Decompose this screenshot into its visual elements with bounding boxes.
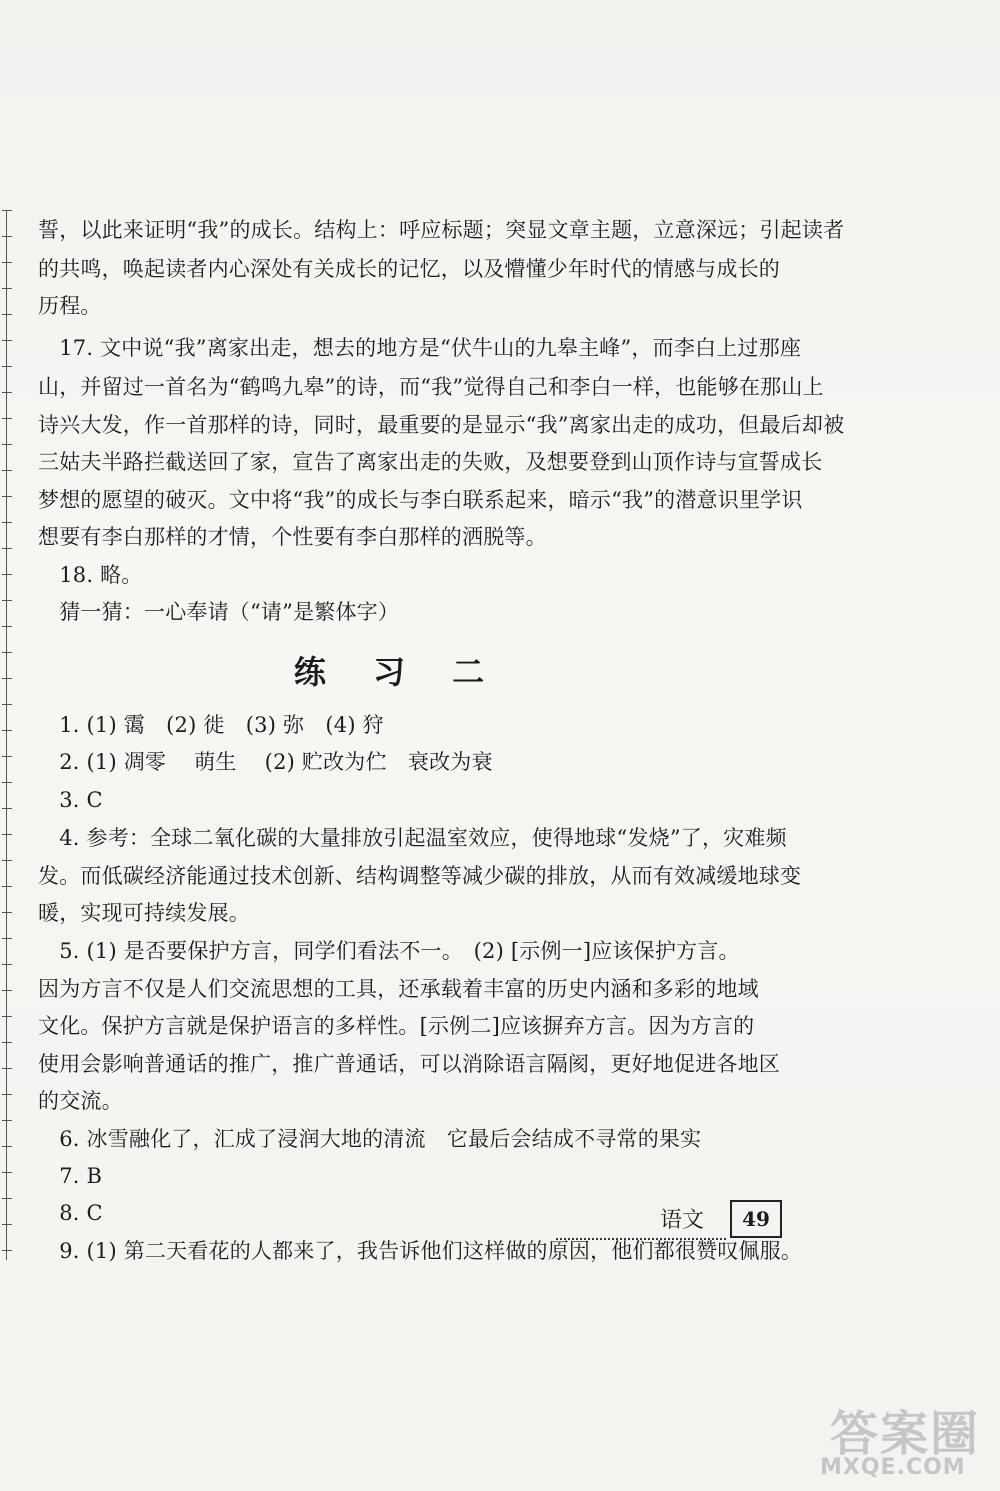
binding-tick bbox=[2, 366, 12, 367]
text-line: 历程。 bbox=[38, 294, 102, 318]
answer-line: 9. (1) 第二天看花的人都来了，我告诉他们这样做的原因，他们都很赞叹佩服。 bbox=[38, 1239, 803, 1263]
answer-line: 8. C bbox=[38, 1201, 103, 1225]
binding-tick bbox=[2, 1172, 12, 1173]
page-number: 49 bbox=[730, 1200, 782, 1238]
binding-tick bbox=[2, 1224, 12, 1225]
answer-line: 7. B bbox=[38, 1164, 103, 1188]
footer-dotted-rule bbox=[556, 1238, 726, 1240]
binding-tick bbox=[2, 808, 12, 809]
answer-line: 2. (1) 凋零 萌生 (2) 贮改为伫 衰改为衰 bbox=[38, 750, 493, 774]
binding-tick bbox=[2, 444, 12, 445]
answer-line: 5. (1) 是否要保护方言，同学们看法不一。 (2) [示例一]应该保护方言。 bbox=[38, 939, 740, 963]
text-line: 18. 略。 bbox=[38, 563, 143, 587]
text-line: 诗兴大发，作一首那样的诗，同时，最重要的是显示“我”离家出走的成功，但最后却被 bbox=[38, 413, 845, 437]
binding-tick bbox=[2, 756, 12, 757]
binding-tick bbox=[2, 496, 12, 497]
text-line: 17. 文中说“我”离家出走，想去的地方是“伏牛山的九皋主峰”，而李白上过那座 bbox=[38, 336, 802, 360]
text-line: 三姑夫半路拦截送回了家，宣告了离家出走的失败，及想要登到山顶作诗与宣誓成长 bbox=[38, 450, 823, 474]
binding-tick bbox=[2, 262, 12, 263]
binding-tick bbox=[2, 392, 12, 393]
binding-tick bbox=[2, 470, 12, 471]
binding-tick bbox=[2, 782, 12, 783]
section-title: 练 习 二 bbox=[293, 653, 503, 691]
binding-tick bbox=[2, 1120, 12, 1121]
binding-tick bbox=[2, 600, 12, 601]
binding-tick bbox=[2, 964, 12, 965]
binding-tick bbox=[2, 210, 12, 211]
watermark-url: MXQE.COM bbox=[820, 1455, 966, 1480]
answer-line: 因为方言不仅是人们交流思想的工具，还承载着丰富的历史内涵和多彩的地域 bbox=[38, 977, 759, 1001]
text-line: 的共鸣，唤起读者内心深处有关成长的记忆，以及懵懂少年时代的情感与成长的 bbox=[38, 257, 780, 281]
binding-tick bbox=[2, 548, 12, 549]
binding-tick bbox=[2, 626, 12, 627]
text-line: 想要有李白那样的才情，个性要有李白那样的洒脱等。 bbox=[38, 525, 547, 549]
binding-tick bbox=[2, 886, 12, 887]
riddle-line: 猜一猜：一心奉请（“请”是繁体字） bbox=[38, 600, 400, 624]
watermark-main: 答案圈 bbox=[830, 1406, 981, 1462]
binding-tick bbox=[2, 912, 12, 913]
answer-line: 1. (1) 霭 (2) 徙 (3) 弥 (4) 狩 bbox=[38, 713, 384, 737]
text-line: 山，并留过一首名为“鹤鸣九皋”的诗，而“我”觉得自己和李白一样，也能够在那山上 bbox=[38, 375, 824, 399]
binding-tick bbox=[2, 1042, 12, 1043]
binding-tick bbox=[2, 730, 12, 731]
watermark-logo bbox=[790, 1395, 1000, 1491]
binding-tick bbox=[2, 1016, 12, 1017]
answer-line: 暖，实现可持续发展。 bbox=[38, 901, 250, 925]
answer-line: 使用会影响普通话的推广，推广普通话，可以消除语言隔阂，更好地促进各地区 bbox=[38, 1052, 780, 1076]
answer-line: 文化。保护方言就是保护语言的多样性。[示例二]应该摒弃方言。因为方言的 bbox=[38, 1014, 755, 1038]
answer-line: 的交流。 bbox=[38, 1089, 123, 1113]
binding-tick bbox=[2, 938, 12, 939]
binding-tick bbox=[2, 1250, 12, 1251]
binding-tick bbox=[2, 1094, 12, 1095]
binding-tick bbox=[2, 1146, 12, 1147]
binding-tick bbox=[2, 340, 12, 341]
binding-tick bbox=[2, 236, 12, 237]
binding-tick bbox=[2, 704, 12, 705]
binding-margin bbox=[6, 210, 21, 1260]
binding-tick bbox=[2, 418, 12, 419]
text-line: 誓，以此来证明“我”的成长。结构上：呼应标题；突显文章主题，立意深远；引起读者 bbox=[38, 218, 845, 242]
answer-line: 4. 参考：全球二氧化碳的大量排放引起温室效应，使得地球“发烧”了，灾难频 bbox=[38, 826, 787, 850]
answer-line: 6. 冰雪融化了，汇成了浸润大地的清流 它最后会结成不寻常的果实 bbox=[38, 1127, 702, 1151]
binding-tick bbox=[2, 522, 12, 523]
answer-line: 发。而低碳经济能通过技术创新、结构调整等减少碳的排放，从而有效减缓地球变 bbox=[38, 864, 802, 888]
binding-tick bbox=[2, 314, 12, 315]
text-line: 梦想的愿望的破灭。文中将“我”的成长与李白联系起来，暗示“我”的潜意识里学识 bbox=[38, 488, 803, 512]
binding-tick bbox=[2, 1068, 12, 1069]
binding-tick bbox=[2, 288, 12, 289]
binding-tick bbox=[2, 990, 12, 991]
binding-tick bbox=[2, 860, 12, 861]
binding-tick bbox=[2, 574, 12, 575]
binding-tick bbox=[2, 1198, 12, 1199]
answer-line: 3. C bbox=[38, 788, 103, 812]
binding-tick bbox=[2, 834, 12, 835]
subject-label: 语文 bbox=[660, 1208, 705, 1233]
